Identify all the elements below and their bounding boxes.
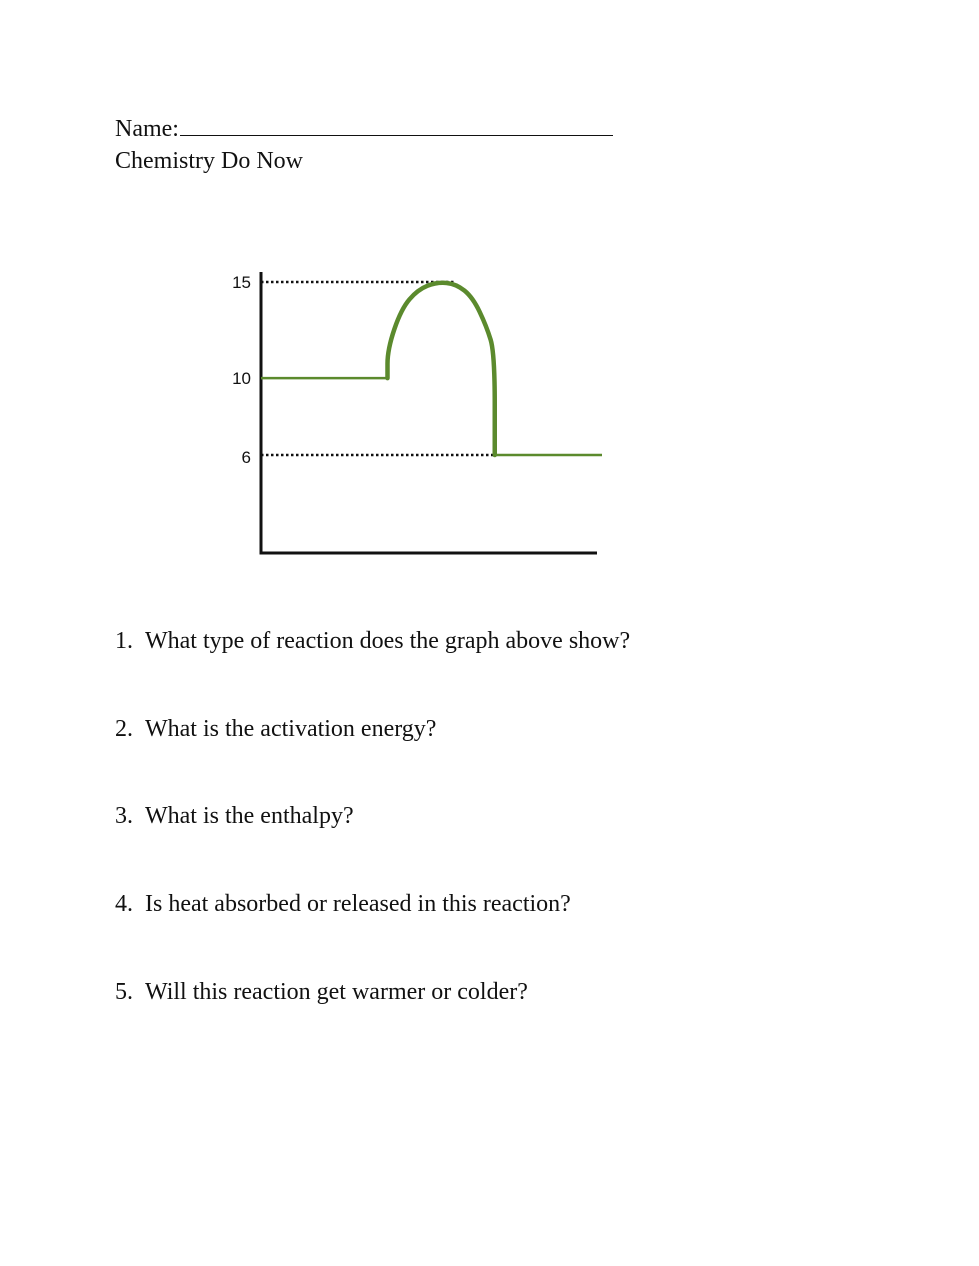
question-text: What type of reaction does the graph above show? <box>145 628 631 654</box>
name-line <box>115 113 613 145</box>
question-5 <box>115 979 528 1006</box>
worksheet-subtitle: Chemistry Do Now <box>115 148 303 174</box>
energy-diagram-svg <box>210 262 630 572</box>
question-3 <box>115 803 354 830</box>
question-number: 4. <box>115 891 133 917</box>
worksheet-header <box>115 113 613 177</box>
name-blank-field[interactable] <box>180 113 613 136</box>
energy-diagram-chart <box>210 262 630 572</box>
question-2 <box>115 716 436 743</box>
question-text: Is heat absorbed or released in this reaction? <box>145 891 571 917</box>
question-number: 5. <box>115 979 133 1005</box>
question-number: 3. <box>115 803 133 829</box>
activation-hump-line <box>388 283 495 455</box>
name-label: Name: <box>115 116 179 142</box>
y-tick-label: 15 <box>232 273 251 292</box>
y-tick-label: 10 <box>232 369 251 389</box>
question-4 <box>115 891 571 918</box>
question-text: What is the enthalpy? <box>145 803 354 829</box>
question-text: Will this reaction get warmer or colder? <box>145 979 528 1005</box>
y-tick-label: 6 <box>241 448 251 467</box>
question-number: 1. <box>115 628 133 654</box>
question-1 <box>115 628 630 655</box>
question-text: What is the activation energy? <box>145 716 437 742</box>
question-number: 2. <box>115 716 133 742</box>
